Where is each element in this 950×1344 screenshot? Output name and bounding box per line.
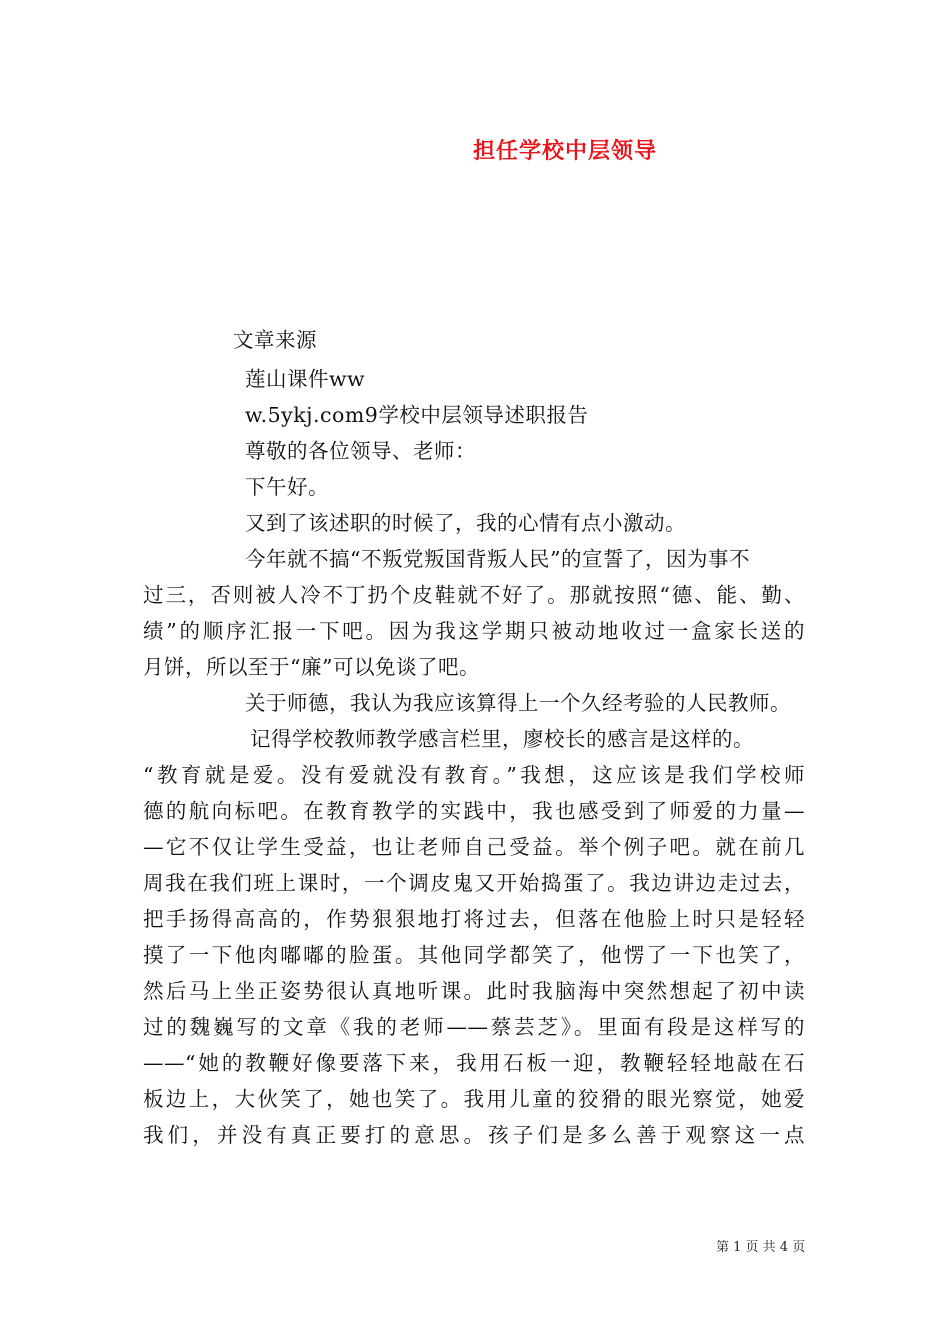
- document-title: 担任学校中层领导: [472, 139, 657, 164]
- paragraph-line: 我们，并没有真正要打的意思。孩子们是多么善于观察这一点: [143, 1123, 805, 1147]
- paragraph-line: 过的魏巍写的文章《我的老师——蔡芸芝》。里面有段是这样写的: [143, 1015, 805, 1039]
- paragraph-line: 今年就不搞“不叛党叛国背叛人民”的宣誓了，因为事不: [245, 547, 750, 571]
- paragraph-line: 又到了该述职的时候了，我的心情有点小激动。: [245, 511, 686, 535]
- paragraph-line: 德的航向标吧。在教育教学的实践中，我也感受到了师爱的力量—: [143, 799, 805, 823]
- paragraph-line: 过三，否则被人冷不丁扔个皮鞋就不好了。那就按照“德、能、勤、: [143, 583, 805, 607]
- paragraph-line: 板边上，大伙笑了，她也笑了。我用儿童的狡猾的眼光察觉，她爱: [143, 1087, 805, 1111]
- paragraph-line: —它不仅让学生受益，也让老师自己受益。举个例子吧。就在前几: [143, 835, 805, 859]
- source-label: 文章来源: [233, 328, 317, 352]
- paragraph-line: “教育就是爱。没有爱就没有教育。”我想，这应该是我们学校师: [143, 763, 805, 787]
- greeting: 下午好。: [245, 475, 329, 499]
- paragraph-line: 周我在我们班上课时，一个调皮鬼又开始捣蛋了。我边讲边走过去，: [143, 871, 805, 895]
- salutation: 尊敬的各位领导、老师：: [245, 439, 476, 463]
- paragraph-line: 关于师德，我认为我应该算得上一个久经考验的人民教师。: [245, 691, 791, 715]
- paragraph-line: 然后马上坐正姿势很认真地听课。此时我脑海中突然想起了初中读: [143, 979, 805, 1003]
- paragraph-line: 记得学校教师教学感言栏里，廖校长的感言是这样的。: [250, 727, 754, 751]
- source-line-2: w.5ykj.com9学校中层领导述职报告: [245, 403, 589, 427]
- paragraph-line: 把手扬得高高的，作势狠狠地打将过去，但落在他脸上时只是轻轻: [143, 907, 805, 931]
- paragraph-line: 绩”的顺序汇报一下吧。因为我这学期只被动地收过一盒家长送的: [143, 619, 805, 643]
- source-line-1: 莲山课件ww: [245, 367, 366, 391]
- paragraph-line: ——“她的教鞭好像要落下来，我用石板一迎，教鞭轻轻地敲在石: [143, 1051, 805, 1075]
- paragraph-line: 摸了一下他肉嘟嘟的脸蛋。其他同学都笑了，他愣了一下也笑了，: [143, 943, 805, 967]
- page-number-footer: 第 1 页 共 4 页: [716, 1240, 806, 1255]
- paragraph-line: 月饼，所以至于“廉”可以免谈了吧。: [143, 655, 480, 679]
